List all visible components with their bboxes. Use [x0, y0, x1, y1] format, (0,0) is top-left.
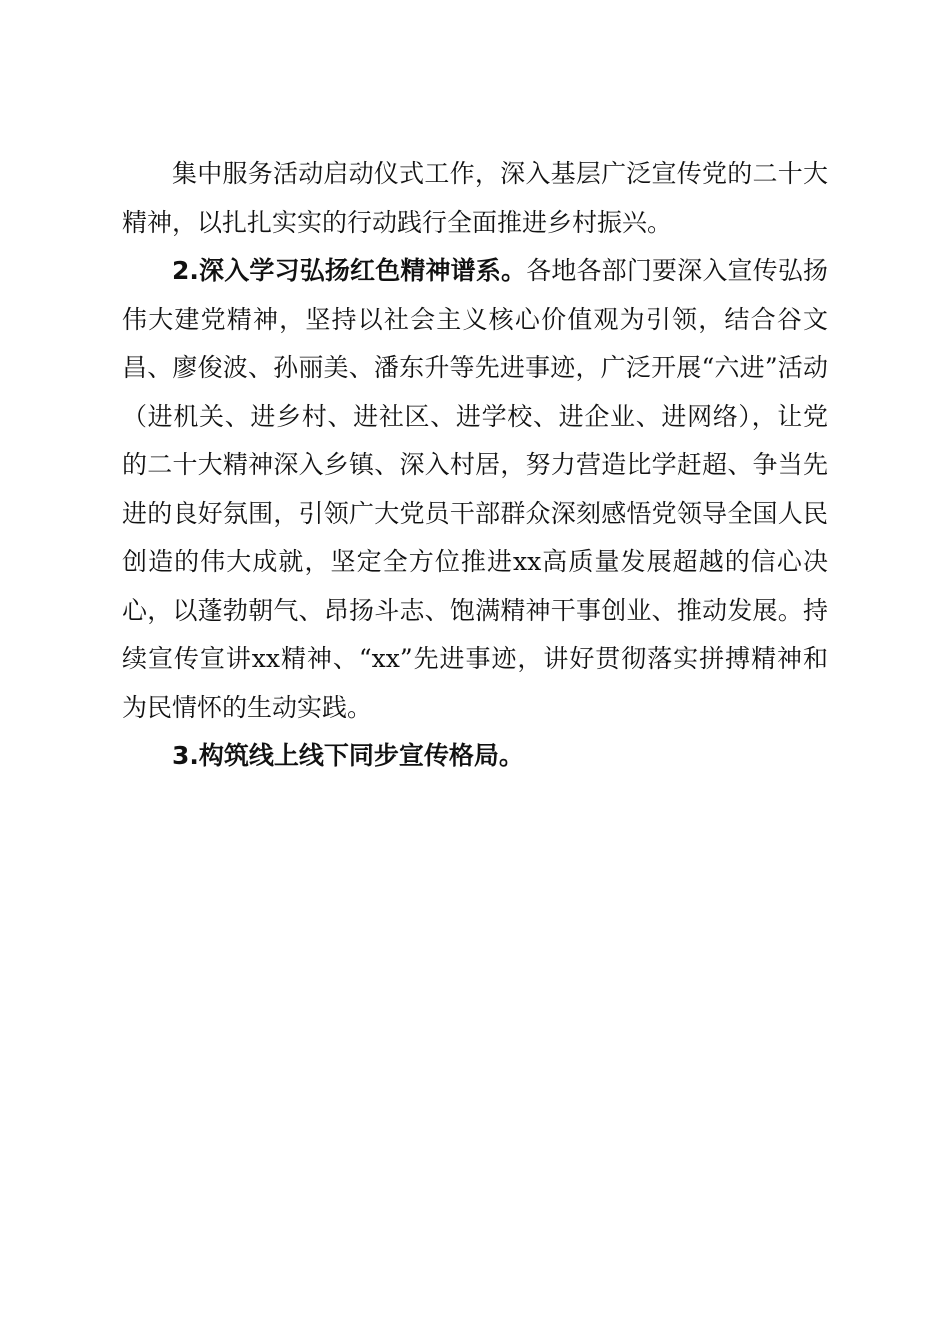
- paragraph-3-heading: 3.构筑线上线下同步宣传格局。: [172, 741, 524, 770]
- document-body: [122, 150, 828, 781]
- paragraph-1-text: 集中服务活动启动仪式工作，深入基层广泛宣传党的二十大精神，以扎扎实实的行动践行全面推进乡村振兴。: [122, 159, 828, 237]
- paragraph-3: [122, 732, 828, 781]
- paragraph-2-heading: 2.深入学习弘扬红色精神谱系。: [172, 256, 527, 285]
- paragraph-2-text: 各地各部门要深入宣传弘扬伟大建党精神，坚持以社会主义核心价值观为引领，结合谷文昌、廖俊波、孙丽美、潘东升等先进事迹，广泛开展“六进”活动（进机关、进乡村、进社区、进学校、进企业、进网络），让党的二十大精神深入乡镇、深入村居，努力营造比学赶超、争当先进的良好氛围，引领广大党员干部群众深刻感悟党领导全国人民创造的伟大成就，坚定全方位推进xx高质量发展超越的信心决心，以蓬勃朝气、昂扬斗志、饱满精神干事创业、推动发展。持续宣传宣讲xx精神、“xx”先进事迹，讲好贯彻落实拼搏精神和为民情怀的生动实践。: [122, 256, 828, 722]
- paragraph-1: [122, 150, 828, 247]
- paragraph-2: [122, 247, 828, 732]
